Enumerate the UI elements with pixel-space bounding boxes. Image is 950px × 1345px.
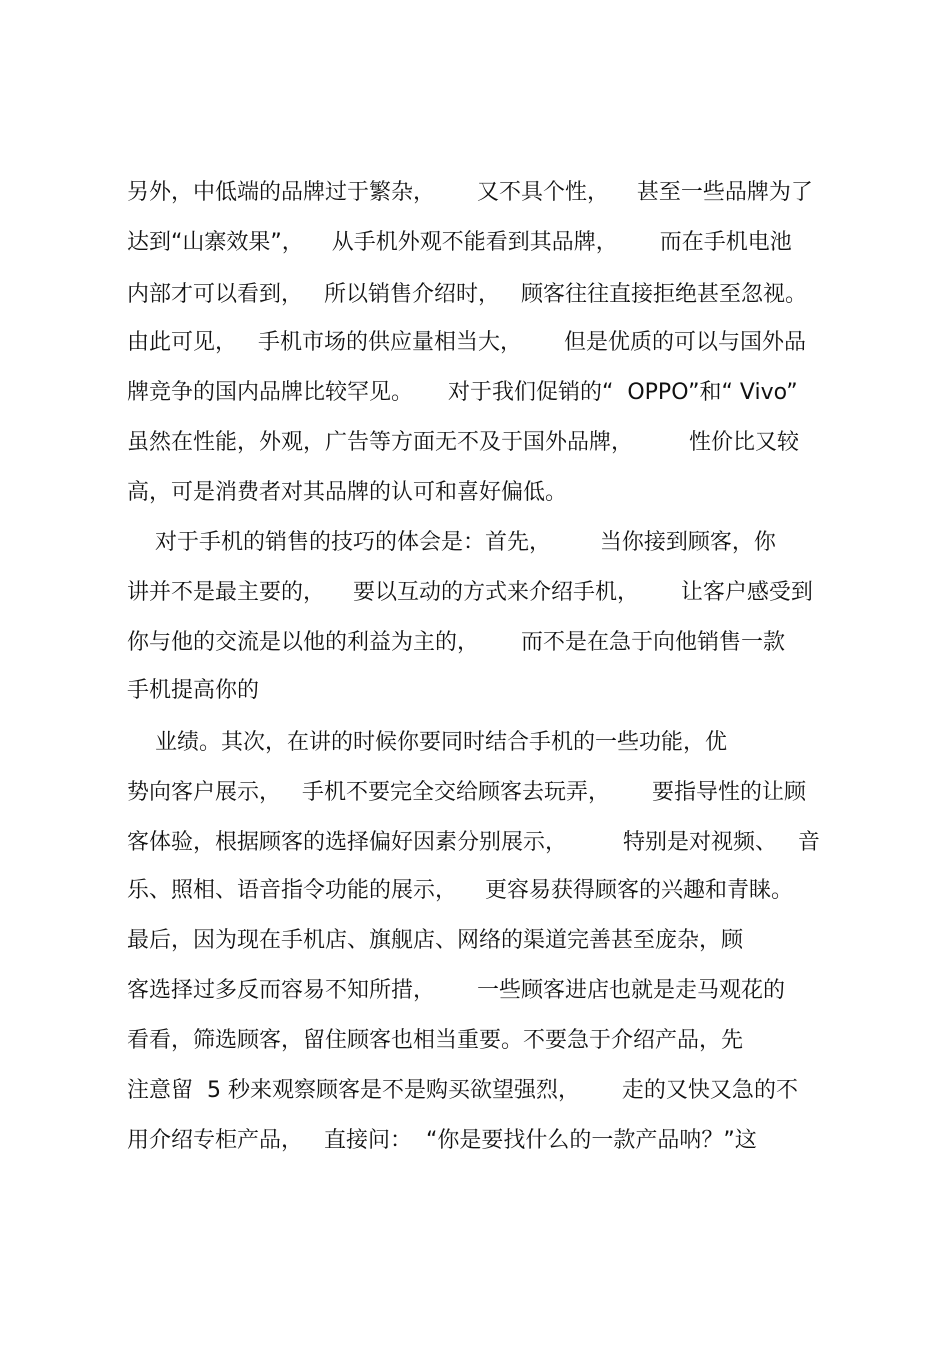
text-line: 客体验，根据顾客的选择偏好因素分别展示， 特别是对视频、 音 bbox=[127, 830, 820, 855]
text-line: 对于手机的销售的技巧的体会是：首先， 当你接到顾客，你 bbox=[127, 530, 776, 555]
text-line: 高，可是消费者对其品牌的认可和喜好偏低。 bbox=[127, 480, 568, 505]
text-line: 用介绍专柜产品， 直接问： “你是要找什么的一款产品呐？”这 bbox=[127, 1128, 757, 1153]
text-line: 你与他的交流是以他的利益为主的， 而不是在急于向他销售一款 bbox=[127, 630, 785, 655]
text-line: 虽然在性能，外观，广告等方面无不及于国外品牌， 性价比又较 bbox=[127, 430, 799, 455]
text-line: 达到“山寨效果”， 从手机外观不能看到其品牌， 而在手机电池 bbox=[127, 230, 792, 255]
text-line: 注意留 5 秒来观察顾客是不是购买欲望强烈， 走的又快又急的不 bbox=[127, 1078, 798, 1103]
text-line: 讲并不是最主要的， 要以互动的方式来介绍手机， 让客户感受到 bbox=[127, 580, 813, 605]
text-line: 势向客户展示， 手机不要完全交给顾客去玩弄， 要指导性的让顾 bbox=[127, 780, 806, 805]
text-line: 手机提高你的 bbox=[127, 678, 260, 703]
text-line: 看看，筛选顾客，留住顾客也相当重要。不要急于介绍产品，先 bbox=[127, 1028, 744, 1053]
text-line: 乐、照相、语音指令功能的展示， 更容易获得顾客的兴趣和青睐。 bbox=[127, 878, 793, 903]
text-line: 牌竞争的国内品牌比较罕见。 对于我们促销的“ OPPO”和“ Vivo” bbox=[127, 380, 798, 405]
text-line: 业绩。其次，在讲的时候你要同时结合手机的一些功能，优 bbox=[127, 730, 727, 755]
text-line: 客选择过多反而容易不知所措， 一些顾客进店也就是走马观花的 bbox=[127, 978, 785, 1003]
text-line: 由此可见， 手机市场的供应量相当大， 但是优质的可以与国外品 bbox=[127, 330, 806, 355]
text-line: 最后，因为现在手机店、旗舰店、网络的渠道完善甚至庞杂，顾 bbox=[127, 928, 744, 953]
text-line: 内部才可以看到， 所以销售介绍时， 顾客往往直接拒绝甚至忽视。 bbox=[127, 282, 807, 307]
text-line: 另外，中低端的品牌过于繁杂， 又不具个性， 甚至一些品牌为了 bbox=[127, 180, 813, 205]
